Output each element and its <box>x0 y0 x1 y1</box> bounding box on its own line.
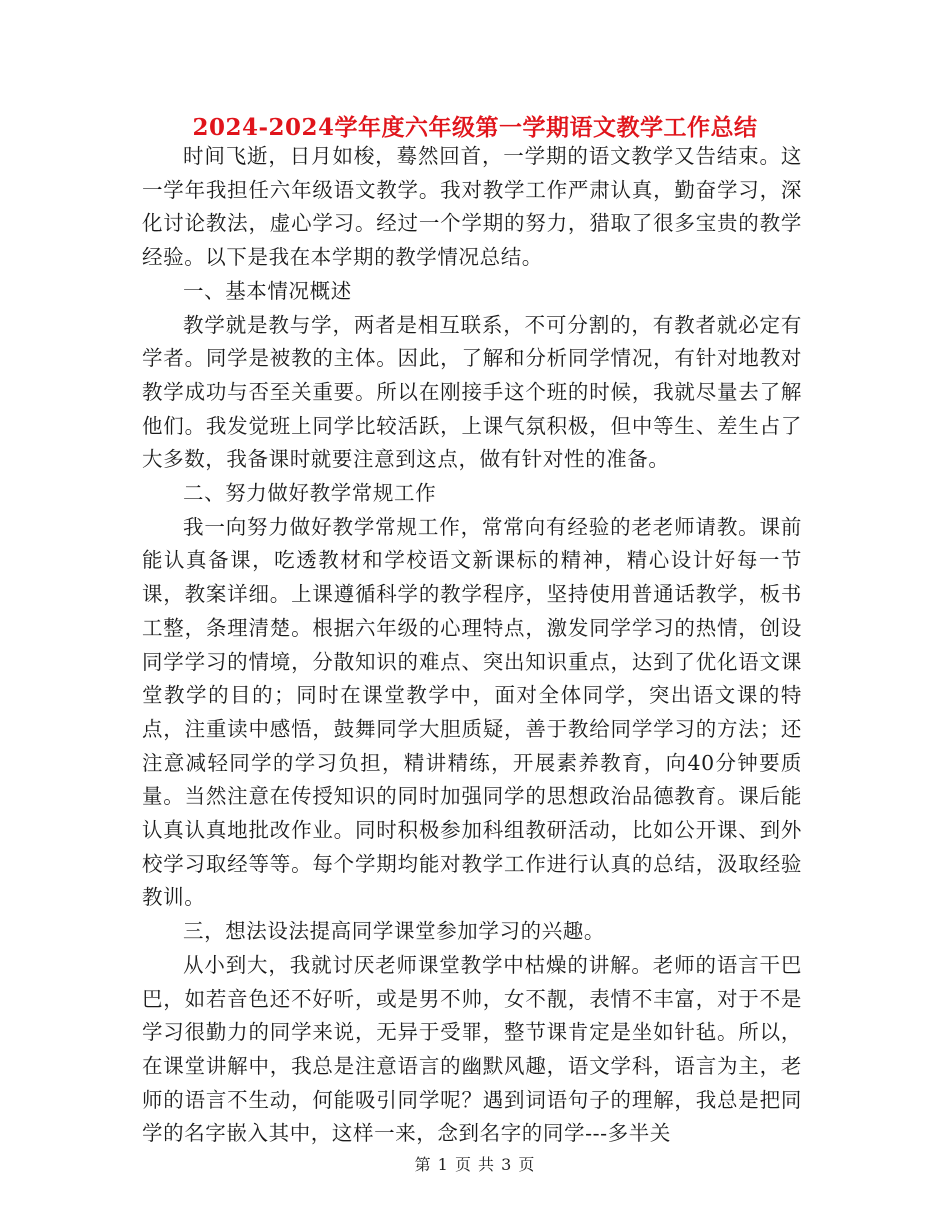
section-heading-3: 三，想法设法提高同学课堂参加学习的兴趣。 <box>183 919 605 944</box>
section-heading-2: 二、努力做好教学常规工作 <box>183 481 437 506</box>
paragraph-section-1: 教学就是教与学，两者是相互联系，不可分割的，有教者就必定有学者。同学是被教的主体。因此，了解和分析同学情况，有针对地教对教学成功与否至关重要。所以在刚接手这个班的时候，我就尽量去了解他们。我发觉班上同学比较活跃，上课气氛积极，但中等生、差生占了大多数，我备课时就要注意到这点，做有针对性的准备。 <box>142 312 802 472</box>
paragraph-section-3: 从小到大，我就讨厌老师课堂教学中枯燥的讲解。老师的语言干巴巴，如若音色还不好听，或是男不帅，女不靓，表情不丰富，对于不是学习很勤力的同学来说，无异于受罪，整节课肯定是坐如针毡。所以，在课堂讲解中，我总是注意语言的幽默风趣，语文学科，语言为主，老师的语言不生动，何能吸引同学呢？遇到词语句子的理解，我总是把同学的名字嵌入其中，这样一来，念到名字的同学---多半关 <box>142 952 802 1146</box>
page-number-footer: 第 1 页 共 3 页 <box>414 1155 536 1174</box>
section-heading-1: 一、基本情况概述 <box>183 278 352 303</box>
document-title: 2024-2024学年度六年级第一学期语文教学工作总结 <box>192 114 758 141</box>
paragraph-intro: 时间飞逝，日月如梭，蓦然回首，一学期的语文教学又告结束。这一学年我担任六年级语文教学。我对教学工作严肃认真，勤奋学习，深化讨论教法，虚心学习。经过一个学期的努力，猎取了很多宝贵的教学经验。以下是我在本学期的教学情况总结。 <box>142 144 802 270</box>
document-body <box>142 140 802 1151</box>
paragraph-section-2: 我一向努力做好教学常规工作，常常向有经验的老老师请教。课前能认真备课，吃透教材和学校语文新课标的精神，精心设计好每一节课，教案详细。上课遵循科学的教学程序，坚持使用普通话教学，板书工整，条理清楚。根据六年级的心理特点，激发同学学习的热情，创设同学学习的情境，分散知识的难点、突出知识重点，达到了优化语文课堂教学的目的；同时在课堂教学中，面对全体同学，突出语文课的特点，注重读中感悟，鼓舞同学大胆质疑，善于教给同学学习的方法；还注意减轻同学的学习负担，精讲精练，开展素养教育，向40分钟要质量。当然注意在传授知识的同时加强同学的思想政治品德教育。课后能认真认真地批改作业。同时积极参加科组教研活动，比如公开课、到外校学习取经等等。每个学期均能对教学工作进行认真的总结，汲取经验教训。 <box>142 514 802 910</box>
